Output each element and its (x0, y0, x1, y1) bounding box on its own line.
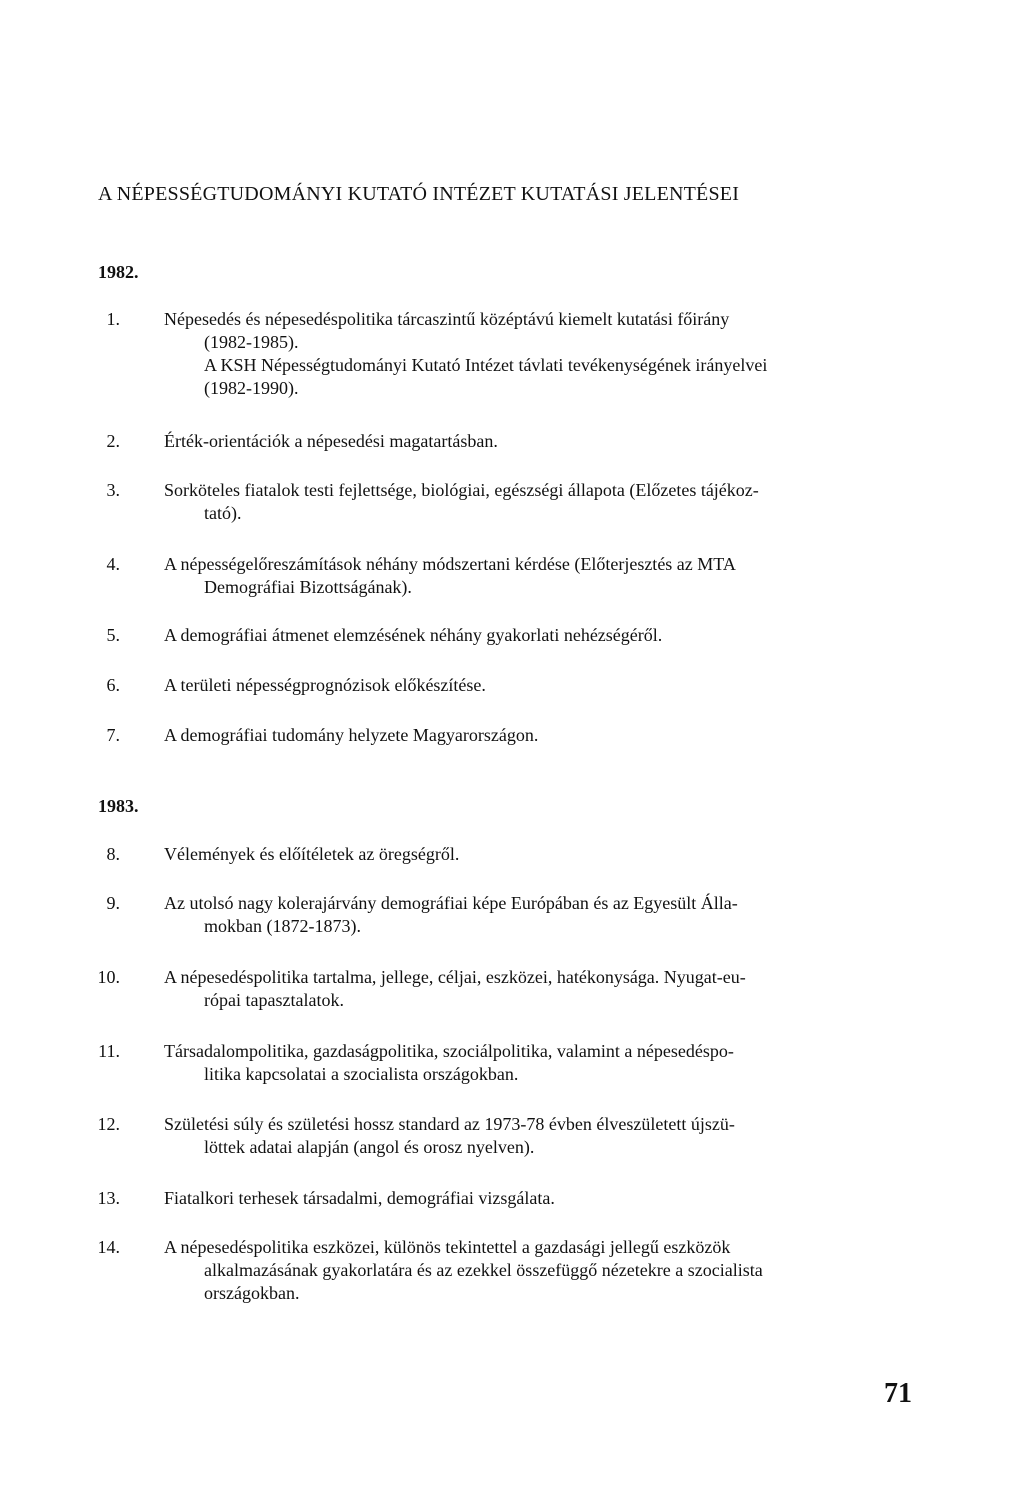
entry-title (164, 479, 840, 525)
entry-number: 10. (97, 967, 120, 987)
entry-title (164, 892, 840, 938)
entry-title (164, 553, 840, 599)
entry-title-continuation: mokban (1872-1873). (204, 916, 361, 936)
year-heading: 1983. (98, 796, 139, 816)
entry-title-continuation: löttek adatai alapján (angol és orosz nyelven). (204, 1137, 535, 1157)
entry-title-line: Az utolsó nagy kolerajárvány demográfiai képe Európában és az Egyesült Álla- (164, 893, 738, 913)
entry-title-continuation: országokban. (204, 1283, 300, 1303)
entry-title-line: Sorköteles fiatalok testi fejlettsége, biológiai, egészségi állapota (Előzetes tájékoz- (164, 480, 759, 500)
entry-title-continuation: alkalmazásának gyakorlatára és az ezekkel összefüggő nézetekre a szocialista (204, 1260, 763, 1280)
entry-title-line: A területi népességprognózisok előkészítése. (164, 675, 486, 695)
entry-title-continuation: Demográfiai Bizottságának). (204, 577, 412, 597)
entry-number: 12. (97, 1114, 120, 1134)
entry-title (164, 674, 840, 697)
entry-title (164, 430, 840, 453)
entry-number: 14. (97, 1237, 120, 1257)
entry-title-continuation: litika kapcsolatai a szocialista országokban. (204, 1064, 519, 1084)
entry-title-continuation: rópai tapasztalatok. (204, 990, 344, 1010)
entry-title-line: A népesedéspolitika eszközei, különös tekintettel a gazdasági jellegű eszközök (164, 1237, 731, 1257)
entry-number: 6. (106, 675, 120, 695)
entry-title-line: A demográfiai átmenet elemzésének néhány gyakorlati nehézségéről. (164, 625, 663, 645)
entry-number: 11. (98, 1041, 120, 1061)
entry-title (164, 966, 840, 1012)
entry-title-line: Népesedés és népesedéspolitika tárcaszintű középtávú kiemelt kutatási főirány (164, 309, 730, 329)
entry-title-continuation: A KSH Népességtudományi Kutató Intézet távlati tevékenységének irányelvei (204, 355, 768, 375)
entry-title-line: Érték-orientációk a népesedési magatartásban. (164, 431, 498, 451)
entry-title (164, 1040, 840, 1086)
entry-title-continuation: (1982-1990). (204, 378, 299, 398)
entry-title-line: Társadalompolitika, gazdaságpolitika, szociálpolitika, valamint a népesedéspo- (164, 1041, 734, 1061)
entry-number: 2. (106, 431, 120, 451)
entry-title (164, 1187, 840, 1210)
year-heading: 1982. (98, 262, 139, 282)
entry-number: 4. (106, 554, 120, 574)
entry-number: 9. (106, 893, 120, 913)
entry-number: 8. (106, 844, 120, 864)
entry-number: 5. (106, 625, 120, 645)
page-title: A NÉPESSÉGTUDOMÁNYI KUTATÓ INTÉZET KUTATÁSI JELENTÉSEI (98, 183, 740, 205)
entry-number: 13. (97, 1188, 120, 1208)
entry-title-line: A demográfiai tudomány helyzete Magyarországon. (164, 725, 539, 745)
entry-title (164, 308, 840, 400)
page-number: 71 (884, 1378, 912, 1409)
entry-title (164, 1236, 840, 1305)
entry-title (164, 624, 840, 647)
entry-title (164, 1113, 840, 1159)
entry-title-line: A népességelőreszámítások néhány módszertani kérdése (Előterjesztés az MTA (164, 554, 736, 574)
entry-title (164, 724, 840, 747)
entry-title-line: Születési súly és születési hossz standard az 1973-78 évben élveszületett újszü- (164, 1114, 735, 1134)
entry-title-continuation: (1982-1985). (204, 332, 299, 352)
entry-number: 3. (106, 480, 120, 500)
entry-title-line: Fiatalkori terhesek társadalmi, demográfiai vizsgálata. (164, 1188, 555, 1208)
entry-title-continuation: tató). (204, 503, 242, 523)
entry-number: 1. (106, 309, 120, 329)
entry-title-line: Vélemények és előítéletek az öregségről. (164, 844, 460, 864)
entry-number: 7. (106, 725, 120, 745)
entry-title (164, 843, 840, 866)
entry-title-line: A népesedéspolitika tartalma, jellege, céljai, eszközei, hatékonysága. Nyugat-eu- (164, 967, 746, 987)
